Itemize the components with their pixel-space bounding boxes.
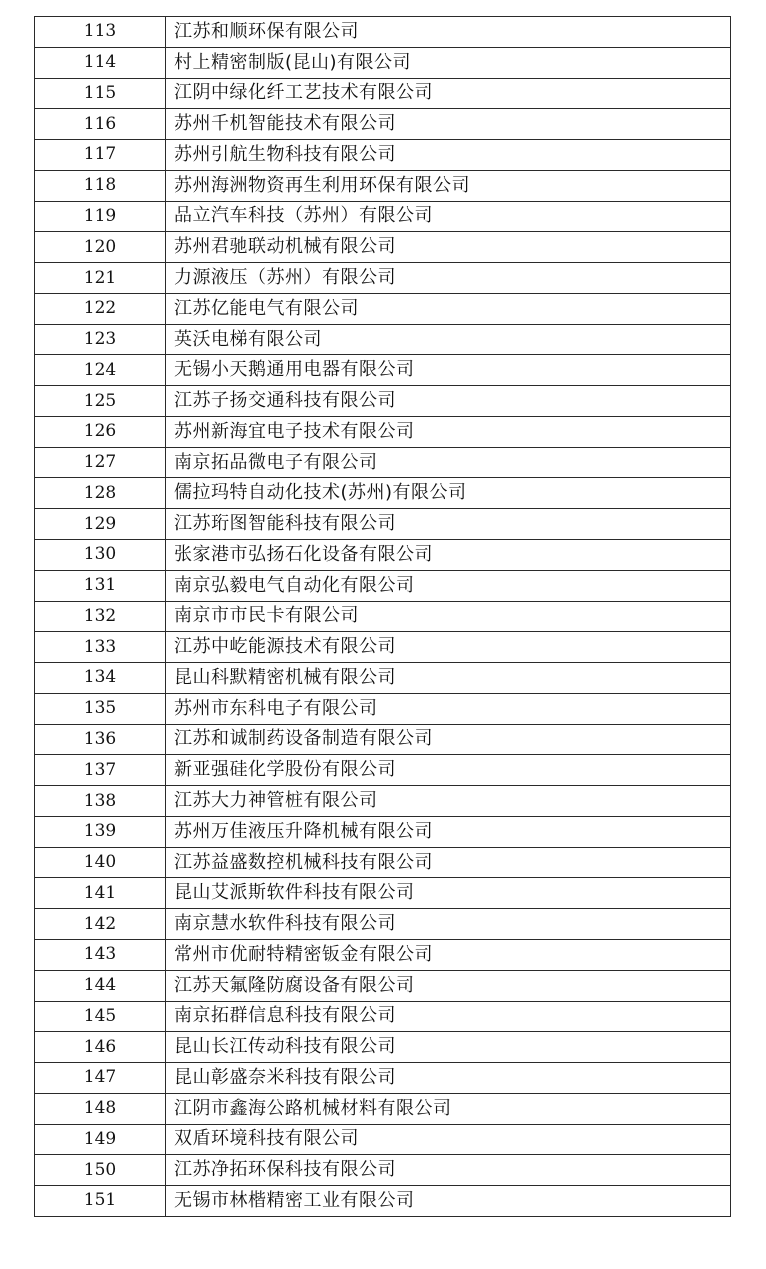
- company-name-cell: 南京拓群信息科技有限公司: [166, 1001, 731, 1032]
- table-row: [35, 755, 731, 786]
- table-row: [35, 509, 731, 540]
- row-number-cell: 113: [35, 17, 166, 48]
- company-name-cell: 江苏益盛数控机械科技有限公司: [166, 847, 731, 878]
- table-row: [35, 1001, 731, 1032]
- company-name-cell: 江苏子扬交通科技有限公司: [166, 386, 731, 417]
- company-name-cell: 江苏亿能电气有限公司: [166, 293, 731, 324]
- company-name-cell: 昆山艾派斯软件科技有限公司: [166, 878, 731, 909]
- company-name-cell: 江阴中绿化纤工艺技术有限公司: [166, 78, 731, 109]
- row-number-cell: 129: [35, 509, 166, 540]
- table-row: [35, 909, 731, 940]
- table-row: [35, 816, 731, 847]
- row-number-cell: 148: [35, 1093, 166, 1124]
- company-name-cell: 南京拓品微电子有限公司: [166, 447, 731, 478]
- row-number-cell: 117: [35, 140, 166, 171]
- company-name-cell: 南京弘毅电气自动化有限公司: [166, 570, 731, 601]
- company-name-cell: 力源液压（苏州）有限公司: [166, 263, 731, 294]
- row-number-cell: 136: [35, 724, 166, 755]
- table-row: [35, 17, 731, 48]
- table-row: [35, 386, 731, 417]
- row-number-cell: 137: [35, 755, 166, 786]
- company-name-cell: 南京市市民卡有限公司: [166, 601, 731, 632]
- table-row: [35, 632, 731, 663]
- company-name-cell: 张家港市弘扬石化设备有限公司: [166, 540, 731, 571]
- row-number-cell: 134: [35, 663, 166, 694]
- row-number-cell: 151: [35, 1186, 166, 1217]
- company-name-cell: 江苏天氟隆防腐设备有限公司: [166, 970, 731, 1001]
- company-name-cell: 苏州万佳液压升降机械有限公司: [166, 816, 731, 847]
- table-row: [35, 478, 731, 509]
- row-number-cell: 120: [35, 232, 166, 263]
- company-name-cell: 江苏净拓环保科技有限公司: [166, 1155, 731, 1186]
- company-list-body: [35, 17, 731, 1217]
- company-name-cell: 苏州海洲物资再生利用环保有限公司: [166, 170, 731, 201]
- company-name-cell: 儒拉玛特自动化技术(苏州)有限公司: [166, 478, 731, 509]
- table-row: [35, 78, 731, 109]
- company-name-cell: 江阴市鑫海公路机械材料有限公司: [166, 1093, 731, 1124]
- table-row: [35, 47, 731, 78]
- table-row: [35, 232, 731, 263]
- table-row: [35, 447, 731, 478]
- company-list-table: [34, 16, 731, 1217]
- table-row: [35, 724, 731, 755]
- table-row: [35, 693, 731, 724]
- table-row: [35, 1093, 731, 1124]
- row-number-cell: 132: [35, 601, 166, 632]
- row-number-cell: 143: [35, 939, 166, 970]
- row-number-cell: 141: [35, 878, 166, 909]
- row-number-cell: 147: [35, 1063, 166, 1094]
- company-name-cell: 江苏中屹能源技术有限公司: [166, 632, 731, 663]
- row-number-cell: 122: [35, 293, 166, 324]
- table-row: [35, 324, 731, 355]
- row-number-cell: 123: [35, 324, 166, 355]
- table-row: [35, 1063, 731, 1094]
- table-row: [35, 1186, 731, 1217]
- row-number-cell: 124: [35, 355, 166, 386]
- table-row: [35, 140, 731, 171]
- company-name-cell: 苏州引航生物科技有限公司: [166, 140, 731, 171]
- table-row: [35, 1124, 731, 1155]
- row-number-cell: 138: [35, 786, 166, 817]
- table-row: [35, 570, 731, 601]
- company-name-cell: 昆山长江传动科技有限公司: [166, 1032, 731, 1063]
- row-number-cell: 114: [35, 47, 166, 78]
- table-row: [35, 1032, 731, 1063]
- row-number-cell: 127: [35, 447, 166, 478]
- row-number-cell: 139: [35, 816, 166, 847]
- company-name-cell: 英沃电梯有限公司: [166, 324, 731, 355]
- company-name-cell: 村上精密制版(昆山)有限公司: [166, 47, 731, 78]
- row-number-cell: 119: [35, 201, 166, 232]
- table-row: [35, 263, 731, 294]
- company-name-cell: 江苏和顺环保有限公司: [166, 17, 731, 48]
- table-row: [35, 847, 731, 878]
- row-number-cell: 125: [35, 386, 166, 417]
- company-name-cell: 江苏珩图智能科技有限公司: [166, 509, 731, 540]
- row-number-cell: 144: [35, 970, 166, 1001]
- row-number-cell: 135: [35, 693, 166, 724]
- row-number-cell: 116: [35, 109, 166, 140]
- company-name-cell: 昆山科默精密机械有限公司: [166, 663, 731, 694]
- row-number-cell: 121: [35, 263, 166, 294]
- company-name-cell: 苏州千机智能技术有限公司: [166, 109, 731, 140]
- table-row: [35, 201, 731, 232]
- row-number-cell: 150: [35, 1155, 166, 1186]
- company-name-cell: 苏州君驰联动机械有限公司: [166, 232, 731, 263]
- row-number-cell: 131: [35, 570, 166, 601]
- table-row: [35, 601, 731, 632]
- table-row: [35, 416, 731, 447]
- table-row: [35, 1155, 731, 1186]
- row-number-cell: 146: [35, 1032, 166, 1063]
- row-number-cell: 115: [35, 78, 166, 109]
- table-row: [35, 878, 731, 909]
- table-row: [35, 293, 731, 324]
- table-row: [35, 786, 731, 817]
- row-number-cell: 130: [35, 540, 166, 571]
- company-name-cell: 新亚强硅化学股份有限公司: [166, 755, 731, 786]
- row-number-cell: 149: [35, 1124, 166, 1155]
- company-name-cell: 双盾环境科技有限公司: [166, 1124, 731, 1155]
- table-row: [35, 663, 731, 694]
- row-number-cell: 140: [35, 847, 166, 878]
- row-number-cell: 142: [35, 909, 166, 940]
- company-name-cell: 江苏和诚制药设备制造有限公司: [166, 724, 731, 755]
- company-name-cell: 江苏大力神管桩有限公司: [166, 786, 731, 817]
- company-name-cell: 常州市优耐特精密钣金有限公司: [166, 939, 731, 970]
- table-row: [35, 355, 731, 386]
- company-name-cell: 无锡小天鹅通用电器有限公司: [166, 355, 731, 386]
- company-name-cell: 昆山彰盛奈米科技有限公司: [166, 1063, 731, 1094]
- row-number-cell: 126: [35, 416, 166, 447]
- table-row: [35, 939, 731, 970]
- table-row: [35, 170, 731, 201]
- table-row: [35, 970, 731, 1001]
- row-number-cell: 118: [35, 170, 166, 201]
- company-name-cell: 无锡市林楷精密工业有限公司: [166, 1186, 731, 1217]
- company-name-cell: 品立汽车科技（苏州）有限公司: [166, 201, 731, 232]
- row-number-cell: 145: [35, 1001, 166, 1032]
- company-name-cell: 南京慧水软件科技有限公司: [166, 909, 731, 940]
- company-name-cell: 苏州新海宜电子技术有限公司: [166, 416, 731, 447]
- row-number-cell: 128: [35, 478, 166, 509]
- table-row: [35, 109, 731, 140]
- company-name-cell: 苏州市东科电子有限公司: [166, 693, 731, 724]
- table-row: [35, 540, 731, 571]
- row-number-cell: 133: [35, 632, 166, 663]
